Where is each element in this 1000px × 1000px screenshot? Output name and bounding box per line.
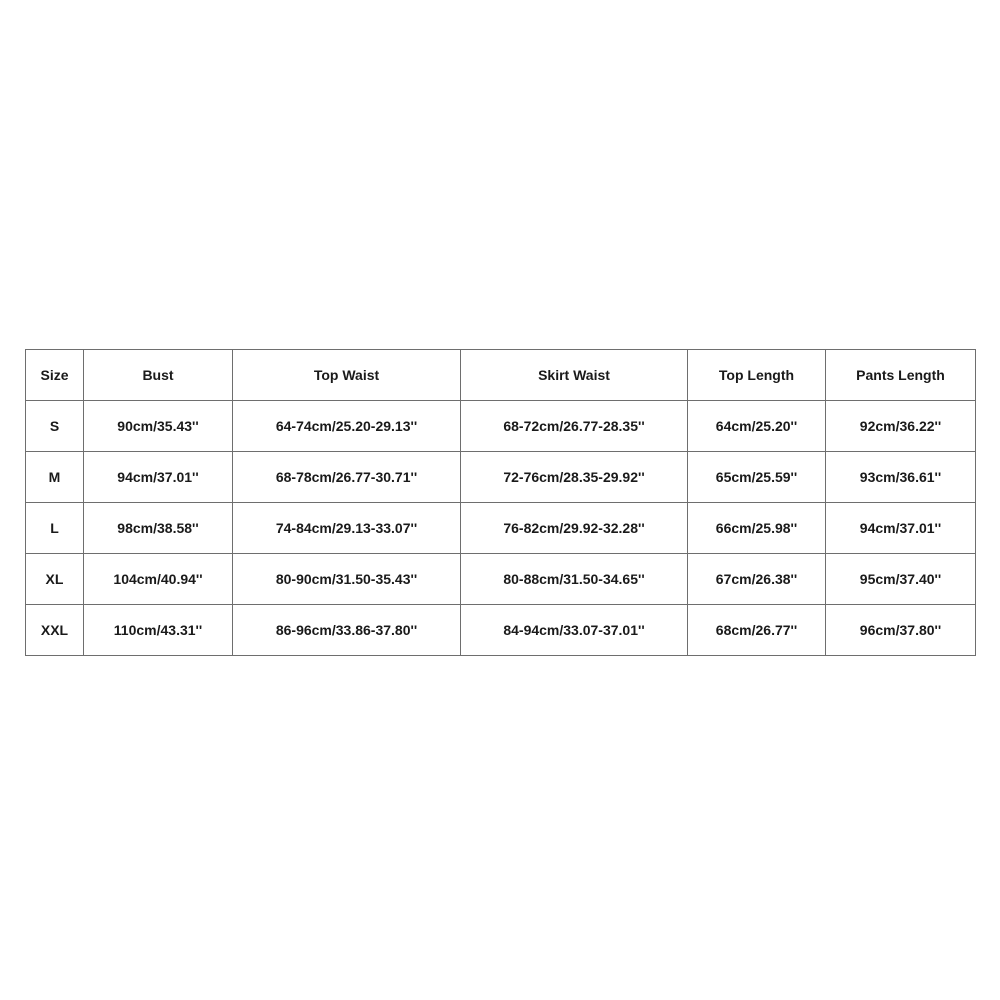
- cell-top-waist: 68-78cm/26.77-30.71'': [233, 452, 461, 503]
- cell-pants-length: 94cm/37.01'': [826, 503, 976, 554]
- cell-top-waist: 64-74cm/25.20-29.13'': [233, 401, 461, 452]
- table-row: [26, 503, 976, 554]
- cell-pants-length: 96cm/37.80'': [826, 605, 976, 656]
- cell-size: L: [26, 503, 84, 554]
- cell-skirt-waist: 84-94cm/33.07-37.01'': [461, 605, 688, 656]
- cell-pants-length: 93cm/36.61'': [826, 452, 976, 503]
- cell-top-waist: 80-90cm/31.50-35.43'': [233, 554, 461, 605]
- cell-skirt-waist: 76-82cm/29.92-32.28'': [461, 503, 688, 554]
- table-row: [26, 554, 976, 605]
- cell-pants-length: 92cm/36.22'': [826, 401, 976, 452]
- cell-size: XXL: [26, 605, 84, 656]
- cell-top-length: 68cm/26.77'': [688, 605, 826, 656]
- table-header-row: [26, 350, 976, 401]
- cell-bust: 110cm/43.31'': [84, 605, 233, 656]
- cell-top-length: 64cm/25.20'': [688, 401, 826, 452]
- table-row: [26, 605, 976, 656]
- cell-skirt-waist: 68-72cm/26.77-28.35'': [461, 401, 688, 452]
- cell-size: XL: [26, 554, 84, 605]
- size-chart-table: [25, 349, 976, 656]
- cell-skirt-waist: 80-88cm/31.50-34.65'': [461, 554, 688, 605]
- table-row: [26, 452, 976, 503]
- header-pants-length: Pants Length: [826, 350, 976, 401]
- cell-pants-length: 95cm/37.40'': [826, 554, 976, 605]
- header-bust: Bust: [84, 350, 233, 401]
- cell-bust: 98cm/38.58'': [84, 503, 233, 554]
- cell-bust: 94cm/37.01'': [84, 452, 233, 503]
- header-top-waist: Top Waist: [233, 350, 461, 401]
- cell-size: M: [26, 452, 84, 503]
- cell-bust: 90cm/35.43'': [84, 401, 233, 452]
- cell-top-length: 65cm/25.59'': [688, 452, 826, 503]
- cell-bust: 104cm/40.94'': [84, 554, 233, 605]
- cell-top-waist: 74-84cm/29.13-33.07'': [233, 503, 461, 554]
- cell-skirt-waist: 72-76cm/28.35-29.92'': [461, 452, 688, 503]
- cell-top-length: 67cm/26.38'': [688, 554, 826, 605]
- cell-size: S: [26, 401, 84, 452]
- header-skirt-waist: Skirt Waist: [461, 350, 688, 401]
- table-row: [26, 401, 976, 452]
- cell-top-waist: 86-96cm/33.86-37.80'': [233, 605, 461, 656]
- cell-top-length: 66cm/25.98'': [688, 503, 826, 554]
- header-top-length: Top Length: [688, 350, 826, 401]
- header-size: Size: [26, 350, 84, 401]
